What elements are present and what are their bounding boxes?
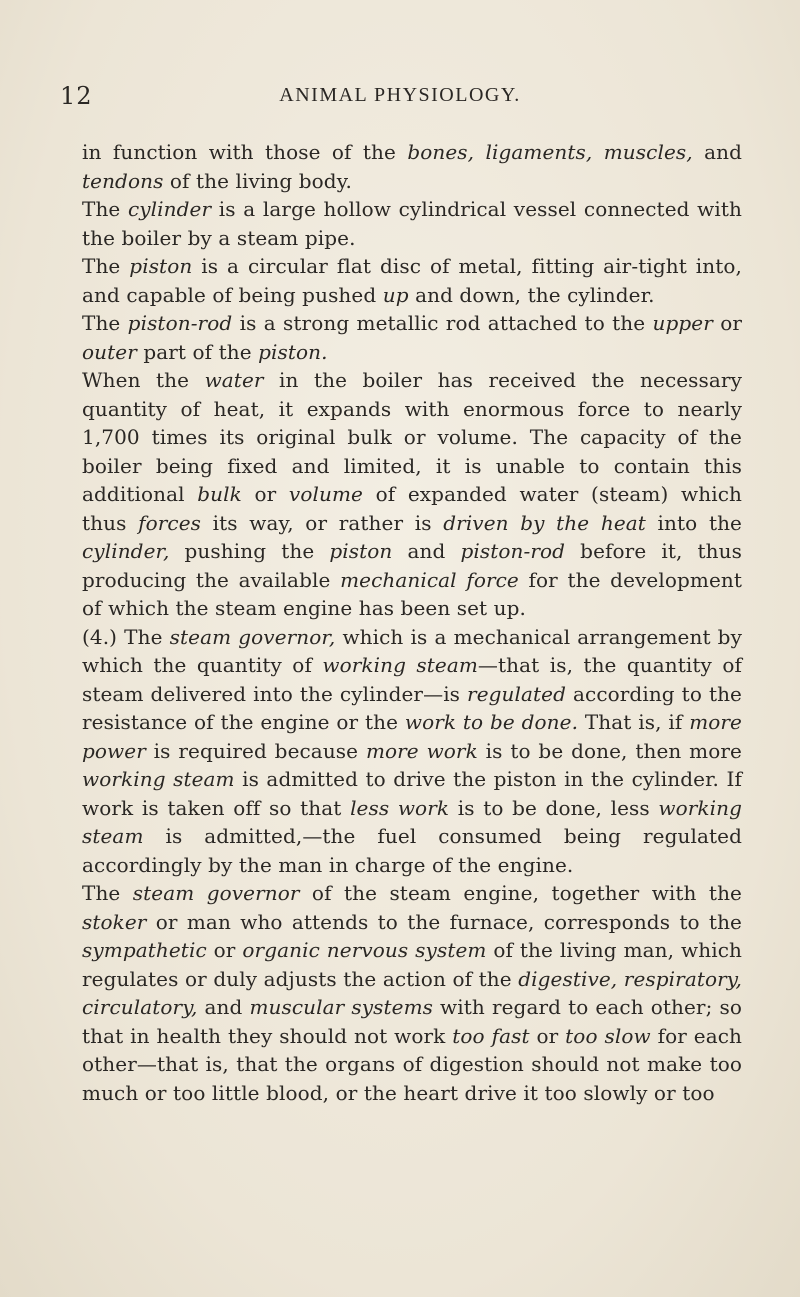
text-run: is a strong metallic rod attached to the <box>232 311 653 335</box>
italic-text: outer <box>82 339 137 364</box>
text-run: of expanded water (steam) which thus <box>82 482 743 535</box>
text-run: into the <box>645 510 742 535</box>
italic-text: too fast <box>452 1023 530 1048</box>
text-run: according to the resistance of the engine or the <box>82 681 742 734</box>
page-number: 12 <box>60 82 93 110</box>
italic-text: driven by the heat <box>443 510 646 535</box>
italic-text: working steam <box>322 653 478 677</box>
text-run: before it, thus producing the available <box>82 539 742 592</box>
italic-text: piston-rod <box>127 311 233 335</box>
text-run: The <box>82 197 128 221</box>
text-run: That is, if <box>578 710 690 734</box>
italic-text: piston. <box>258 339 328 364</box>
italic-text: piston-rod <box>460 539 566 563</box>
text-run: is a large hollow cylindrical vessel connected with the boiler by a steam pipe. <box>82 197 742 250</box>
italic-text: piston <box>129 254 193 278</box>
text-run: of the steam engine, together with the <box>299 881 742 905</box>
text-run: or <box>206 938 243 962</box>
paragraph <box>82 252 742 309</box>
text-run: The <box>82 254 130 278</box>
text-run: is admitted,—the fuel consumed being regulated accordingly by the man in charge of the engine. <box>82 824 742 877</box>
text-run: is to be done, less <box>449 795 659 820</box>
italic-text: muscular systems <box>249 995 433 1019</box>
running-head: ANIMAL PHYSIOLOGY. <box>279 84 521 106</box>
text-run: The <box>82 311 128 335</box>
text-run: or man who attends to the furnace, corresponds to the <box>146 909 742 934</box>
text-run: and down, the cylinder. <box>408 282 655 307</box>
italic-text: bones, ligaments, muscles, <box>407 140 693 164</box>
italic-text: cylinder <box>127 197 212 221</box>
italic-text: upper <box>652 311 713 335</box>
text-run: its way, or rather is <box>201 510 444 535</box>
paragraph <box>82 309 742 366</box>
paragraph <box>82 195 742 252</box>
body-text <box>82 138 742 1107</box>
italic-text: more power <box>82 710 742 763</box>
italic-text: sympathetic <box>82 938 207 962</box>
text-run: is to be done, then more <box>477 738 742 763</box>
italic-text: regulated <box>467 681 567 706</box>
text-run: which is a mechanical arrangement by which the quantity of <box>82 624 742 677</box>
text-run: When the <box>82 368 205 392</box>
text-run: is required because <box>145 738 366 763</box>
italic-text: organic nervous system <box>242 938 487 962</box>
italic-text: stoker <box>82 909 147 934</box>
text-run: of the living man, which regulates or duly adjusts the action of the <box>82 938 742 991</box>
text-run: or <box>712 311 742 335</box>
text-run: or <box>529 1023 566 1048</box>
text-run: (4.) The <box>82 624 170 649</box>
text-run: in function with those of the <box>82 140 408 164</box>
italic-text: mechanical force <box>340 567 519 592</box>
italic-text: tendons <box>82 168 164 193</box>
page-header <box>60 82 740 112</box>
italic-text: up <box>382 282 409 307</box>
text-run: for each other—that is, that the organs of digestion should not make too much or too little blood, or the heart drive it too slowly or too <box>82 1023 743 1105</box>
text-run: is a circular flat disc of metal, fitting air-tight into, and capable of being pushed <box>82 254 742 307</box>
italic-text: more work <box>365 738 478 763</box>
paragraph <box>82 879 742 1107</box>
text-run: in the boiler has received the necessary quantity of heat, it expands with enormous force to nearly 1,700 times its original bulk or volume. The capacity of the boiler being fixed and limited, it is unable to contain this additional <box>82 368 742 506</box>
italic-text: forces <box>138 510 201 535</box>
italic-text: too slow <box>565 1023 651 1048</box>
text-run: and <box>392 539 461 563</box>
italic-text: cylinder, <box>82 539 170 563</box>
italic-text: volume <box>288 482 363 506</box>
text-run: and <box>692 140 742 164</box>
italic-text: working steam <box>82 767 235 791</box>
text-run: or <box>241 482 289 506</box>
italic-text: steam governor <box>132 881 300 905</box>
text-run: is admitted to drive the piston in the cylinder. If work is taken off so that <box>82 767 742 820</box>
paragraph <box>82 138 742 195</box>
italic-text: work to be done. <box>404 710 579 734</box>
italic-text: piston <box>329 539 393 563</box>
text-run: for the development of which the steam engine has been set up. <box>82 567 743 620</box>
italic-text: bulk <box>197 482 242 506</box>
text-run: and <box>197 995 250 1019</box>
text-run: part of the <box>136 339 259 364</box>
italic-text: water <box>204 368 264 392</box>
text-run: —that is, the quantity of steam delivered into the cylinder—is <box>82 653 742 706</box>
italic-text: working steam <box>82 795 742 848</box>
text-run: The <box>82 881 133 905</box>
paragraph <box>82 623 742 880</box>
paragraph <box>82 366 742 623</box>
italic-text: steam governor, <box>169 624 336 649</box>
italic-text: digestive, respiratory, circulatory, <box>82 966 742 1019</box>
text-run: pushing the <box>169 539 330 563</box>
italic-text: less work <box>350 795 450 820</box>
text-run: of the living body. <box>163 168 352 193</box>
text-run: with regard to each other; so that in health they should not work <box>82 995 742 1048</box>
